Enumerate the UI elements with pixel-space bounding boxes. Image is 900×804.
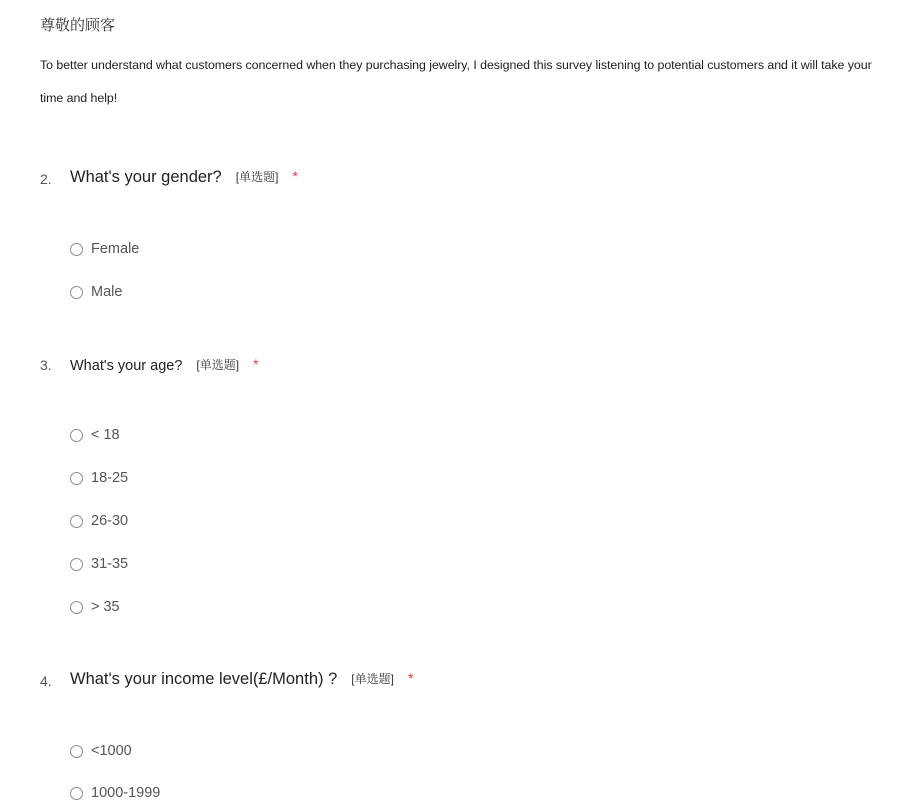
option-label: Female: [91, 241, 140, 257]
radio-button[interactable]: [70, 745, 83, 758]
question-title: [70, 670, 413, 689]
option-age-18-25[interactable]: [70, 467, 128, 489]
question-title: [70, 168, 298, 187]
option-label: 26-30: [91, 513, 129, 529]
required-marker: *: [407, 670, 414, 686]
question-number: 4.: [40, 673, 52, 689]
required-marker: *: [292, 168, 298, 184]
radio-button[interactable]: [70, 787, 83, 800]
option-label: 31-35: [91, 556, 129, 572]
radio-button[interactable]: [70, 558, 83, 571]
radio-button[interactable]: [70, 601, 83, 614]
survey-greeting: 尊敬的顾客: [40, 17, 116, 34]
option-label: < 18: [91, 427, 120, 443]
option-label: 1000-1999: [91, 785, 161, 801]
radio-button[interactable]: [70, 243, 83, 256]
option-income-under-1000[interactable]: [70, 740, 132, 762]
question-type-badge: [单选题]: [235, 170, 279, 184]
question-type-badge: [单选题]: [196, 358, 240, 372]
option-label: 18-25: [91, 470, 129, 486]
option-age-31-35[interactable]: [70, 553, 128, 575]
radio-button[interactable]: [70, 515, 83, 528]
option-label: <1000: [91, 743, 132, 759]
option-male[interactable]: [70, 281, 122, 303]
question-title: [70, 356, 259, 374]
radio-button[interactable]: [70, 286, 83, 299]
option-age-under-18[interactable]: [70, 424, 120, 446]
question-text: What's your income level(£/Month) ?: [70, 670, 338, 688]
option-income-1000-1999[interactable]: [70, 782, 160, 804]
question-number: 3.: [40, 357, 52, 373]
option-label: Male: [91, 284, 123, 300]
question-text: What's your gender?: [70, 168, 222, 186]
radio-button[interactable]: [70, 429, 83, 442]
option-age-26-30[interactable]: [70, 510, 128, 532]
radio-button[interactable]: [70, 472, 83, 485]
question-type-badge: [单选题]: [351, 672, 394, 686]
survey-intro: To better understand what customers concerned when they purchasing jewelry, I designed this survey listening to potential customers and it will take your time and help!: [40, 58, 872, 105]
option-label: > 35: [91, 599, 120, 615]
option-female[interactable]: [70, 238, 139, 260]
question-text: What's your age?: [70, 358, 183, 374]
option-age-over-35[interactable]: [70, 596, 120, 618]
question-number: 2.: [40, 171, 52, 187]
required-marker: *: [253, 356, 259, 372]
